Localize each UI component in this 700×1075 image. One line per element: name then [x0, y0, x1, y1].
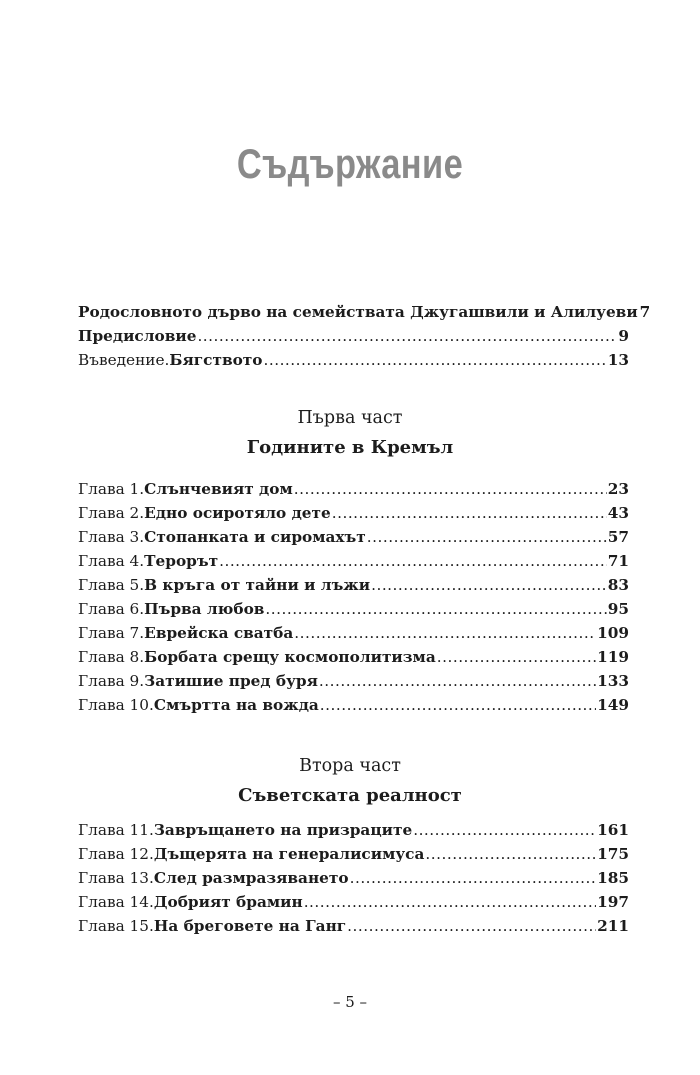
toc-entry-page: 185: [597, 869, 629, 887]
toc-entry-label: Дъщерята на генералисимуса: [153, 845, 425, 863]
leader-dots: [265, 597, 606, 621]
toc-entry[interactable]: [78, 693, 629, 717]
toc-entry-page: 95: [607, 600, 629, 618]
toc-entry-label: Родословното дърво на семействата Джугашвили и Алилуеви: [78, 303, 638, 321]
toc-entry[interactable]: [78, 818, 629, 842]
toc-entry[interactable]: [78, 348, 629, 372]
toc-entry-label: Терорът: [144, 552, 219, 570]
toc-entry-prefix: Глава 5.: [78, 576, 145, 594]
part1-chapter-list: [78, 477, 629, 717]
toc-entry[interactable]: [78, 669, 629, 693]
leader-dots: [319, 669, 596, 693]
toc-entry-label: Стопанката и сиромахът: [144, 528, 366, 546]
toc-entry-page: 175: [597, 845, 629, 863]
toc-entry-page: 7: [639, 303, 651, 321]
leader-dots: [197, 324, 617, 348]
leader-dots: [263, 348, 606, 372]
toc-entry-label: Еврейска сватба: [144, 624, 294, 642]
toc-entry-page: 23: [607, 480, 629, 498]
part-label: Втора част: [299, 756, 401, 776]
leader-dots: [219, 549, 607, 573]
toc-entry-page: 57: [607, 528, 629, 546]
leader-dots: [350, 866, 596, 890]
leader-dots: [371, 573, 607, 597]
toc-entry-page: 211: [597, 917, 629, 935]
toc-entry[interactable]: [78, 866, 629, 890]
leader-dots: [332, 501, 607, 525]
front-matter-list: [78, 300, 651, 372]
toc-entry-prefix: Глава 15.: [78, 917, 154, 935]
toc-entry-page: 133: [597, 672, 629, 690]
toc-entry-prefix: Глава 11.: [78, 821, 154, 839]
toc-entry-prefix: Глава 7.: [78, 624, 145, 642]
leader-dots: [294, 477, 607, 501]
toc-entry-page: 197: [597, 893, 629, 911]
toc-entry[interactable]: [78, 300, 651, 324]
toc-entry-prefix: Въведение.: [78, 351, 170, 369]
toc-entry-prefix: Глава 13.: [78, 869, 154, 887]
toc-entry[interactable]: [78, 842, 629, 866]
toc-entry-label: Добрият брамин: [153, 893, 303, 911]
toc-entry-page: 149: [597, 696, 629, 714]
toc-entry[interactable]: [78, 890, 629, 914]
part-label: Първа част: [297, 408, 403, 428]
toc-entry[interactable]: [78, 645, 629, 669]
toc-entry-label: Завръщането на призраците: [153, 821, 413, 839]
toc-entry-page: 71: [607, 552, 629, 570]
toc-entry[interactable]: [78, 525, 629, 549]
toc-entry-label: Затишие пред буря: [144, 672, 318, 690]
toc-entry-label: Първа любов: [144, 600, 265, 618]
toc-entry-prefix: Глава 14.: [78, 893, 154, 911]
toc-entry-prefix: Глава 8.: [78, 648, 145, 666]
toc-entry[interactable]: [78, 597, 629, 621]
leader-dots: [413, 818, 596, 842]
page-title: Съдържание: [236, 140, 464, 187]
toc-entry-page: 161: [597, 821, 629, 839]
toc-entry-prefix: Глава 1.: [78, 480, 145, 498]
leader-dots: [304, 890, 596, 914]
toc-entry-page: 119: [597, 648, 629, 666]
leader-dots: [347, 914, 596, 938]
toc-entry[interactable]: [78, 324, 629, 348]
toc-entry[interactable]: [78, 477, 629, 501]
toc-entry-page: 43: [607, 504, 629, 522]
toc-entry-prefix: Глава 10.: [78, 696, 154, 714]
toc-entry-prefix: Глава 9.: [78, 672, 145, 690]
toc-entry-label: Смъртта на вожда: [153, 696, 319, 714]
toc-entry-label: В кръга от тайни и лъжи: [144, 576, 371, 594]
toc-entry-prefix: Глава 3.: [78, 528, 145, 546]
toc-entry-label: Предисловие: [78, 327, 197, 345]
toc-entry-label: Едно осиротяло дете: [144, 504, 331, 522]
toc-entry[interactable]: [78, 501, 629, 525]
toc-entry-page: 109: [597, 624, 629, 642]
toc-entry-prefix: Глава 6.: [78, 600, 145, 618]
leader-dots: [320, 693, 596, 717]
toc-entry[interactable]: [78, 573, 629, 597]
toc-entry-page: 83: [607, 576, 629, 594]
toc-entry-page: 13: [607, 351, 629, 369]
toc-entry[interactable]: [78, 549, 629, 573]
toc-entry-label: Бягството: [169, 351, 263, 369]
toc-entry-label: На бреговете на Ганг: [153, 917, 347, 935]
leader-dots: [437, 645, 596, 669]
leader-dots: [294, 621, 596, 645]
toc-entry[interactable]: [78, 914, 629, 938]
part-title: Годините в Кремъл: [246, 437, 454, 458]
leader-dots: [367, 525, 607, 549]
toc-entry[interactable]: [78, 621, 629, 645]
toc-entry-prefix: Глава 2.: [78, 504, 145, 522]
page-number: – 5 –: [332, 993, 368, 1011]
part2-chapter-list: [78, 818, 629, 938]
toc-entry-label: След размразяването: [153, 869, 349, 887]
leader-dots: [425, 842, 596, 866]
part-title: Съветската реалност: [238, 785, 462, 806]
toc-entry-prefix: Глава 12.: [78, 845, 154, 863]
toc-entry-page: 9: [618, 327, 629, 345]
toc-entry-prefix: Глава 4.: [78, 552, 145, 570]
toc-entry-label: Слънчевият дом: [144, 480, 293, 498]
toc-entry-label: Борбата срещу космополитизма: [144, 648, 436, 666]
